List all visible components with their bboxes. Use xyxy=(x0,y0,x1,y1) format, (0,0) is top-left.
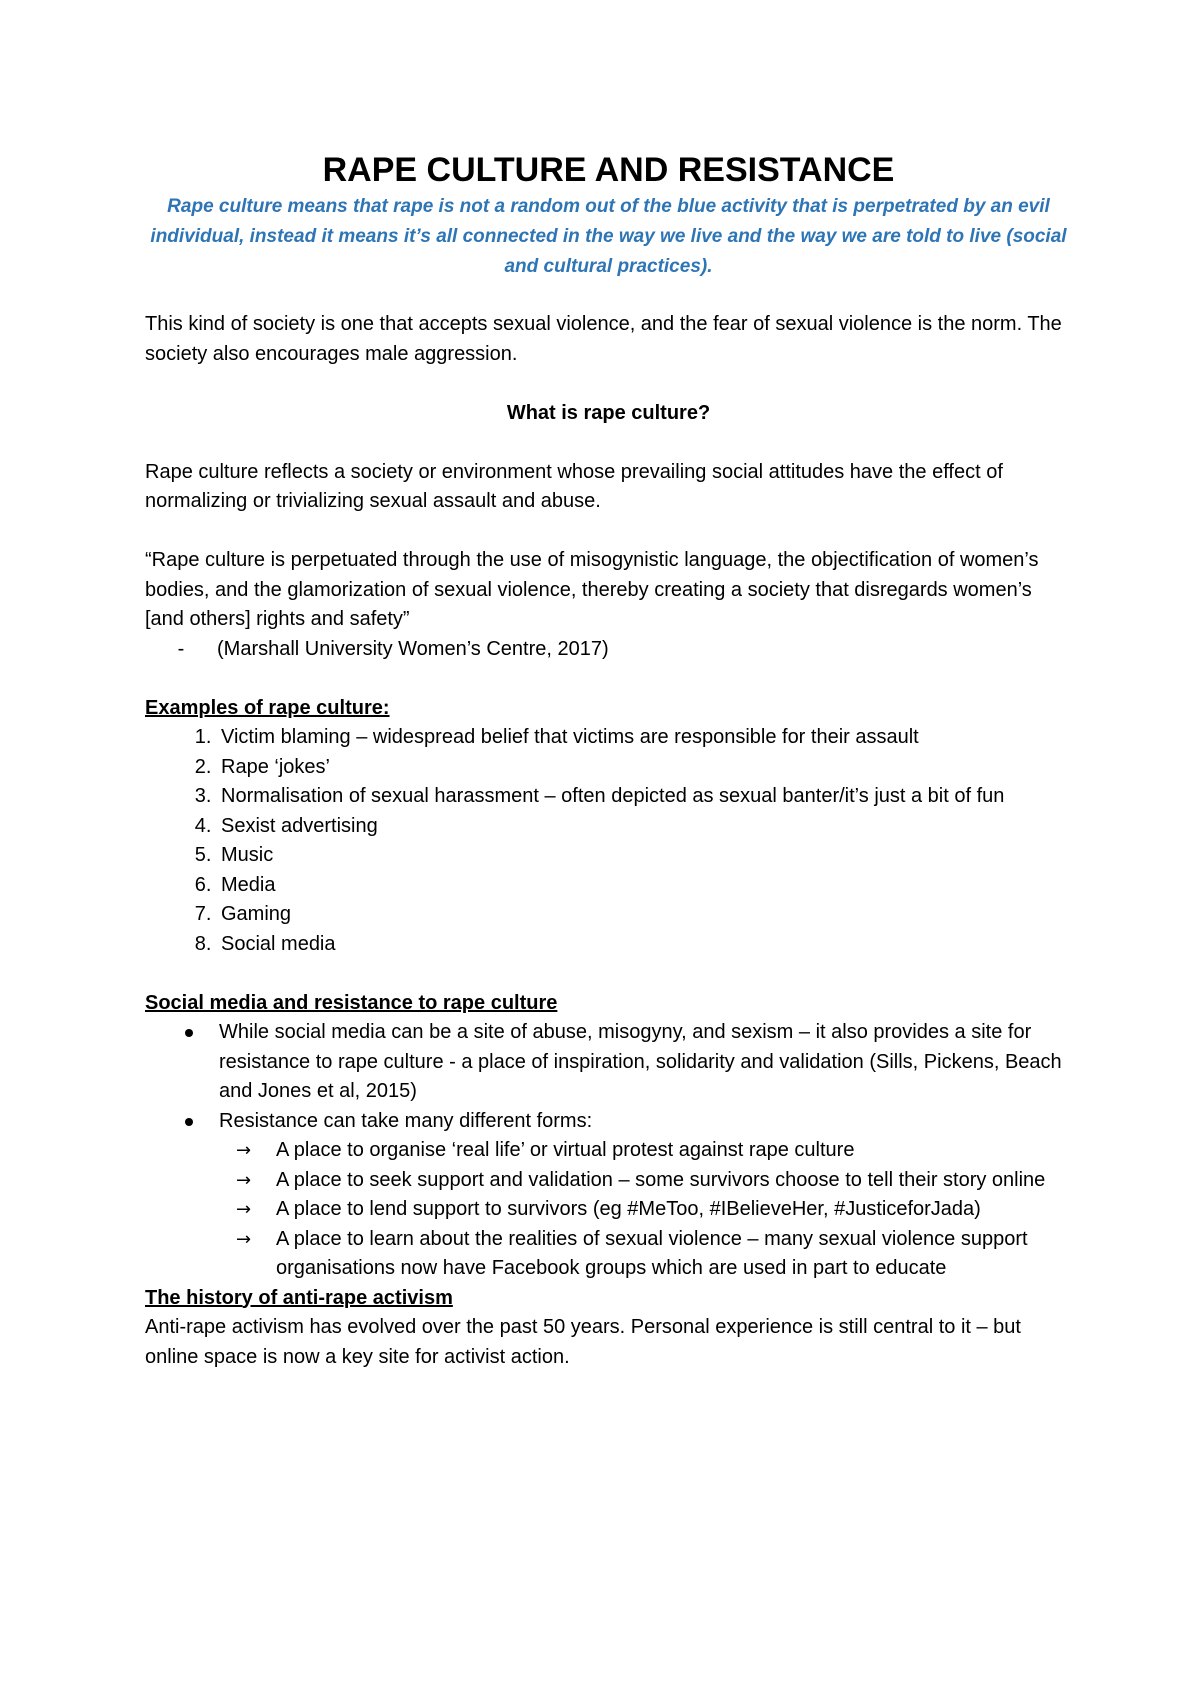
arrow-item xyxy=(219,1225,1072,1284)
list-item: 5. Music xyxy=(217,841,1072,871)
bullet-icon xyxy=(185,1029,193,1037)
arrow-item-text: A place to learn about the realities of sexual violence – many sexual violence support organisations now have Facebook groups which are used in part to educate xyxy=(276,1227,1028,1279)
bullet-item xyxy=(145,1107,1072,1284)
arrow-item xyxy=(219,1195,1072,1225)
resistance-forms-list xyxy=(219,1136,1072,1284)
social-media-heading: Social media and resistance to rape culture xyxy=(145,991,558,1014)
arrow-right-icon: → xyxy=(236,1140,252,1161)
quote-paragraph: “Rape culture is perpetuated through the use of misogynistic language, the objectification of women’s bodies, and the glamorization of sexual violence, thereby creating a society that disregards women’s [and others] rights and safety” xyxy=(145,549,1039,630)
examples-list xyxy=(145,723,1072,959)
arrow-item-text: A place to seek support and validation – some survivors choose to tell their story online xyxy=(276,1168,1046,1191)
social-media-bullets xyxy=(145,1018,1072,1284)
list-item: 7. Gaming xyxy=(217,900,1072,930)
arrow-item xyxy=(219,1136,1072,1166)
list-item: 6. Media xyxy=(217,871,1072,901)
arrow-right-icon: → xyxy=(236,1228,252,1250)
definition-paragraph: Rape culture reflects a society or environment whose prevailing social attitudes have the effect of normalizing or trivializing sexual assault and abuse. xyxy=(145,460,1003,512)
arrow-right-icon: → xyxy=(236,1199,252,1220)
citation-source: (Marshall University Women’s Centre, 2017) xyxy=(217,637,609,660)
page-title: RAPE CULTURE AND RESISTANCE xyxy=(322,151,895,189)
list-item: 8. Social media xyxy=(217,930,1072,960)
arrow-right-icon: → xyxy=(236,1169,252,1191)
bullet-item xyxy=(145,1018,1072,1107)
list-item: 3. Normalisation of sexual harassment – often depicted as sexual banter/it’s just a bit of fun xyxy=(217,782,1072,812)
bullet-icon xyxy=(185,1118,193,1126)
arrow-item xyxy=(219,1166,1072,1196)
arrow-item-text: A place to lend support to survivors (eg #MeToo, #IBelieveHer, #JusticeforJada) xyxy=(276,1198,981,1220)
citation-dash: - xyxy=(177,637,185,660)
history-paragraph: Anti-rape activism has evolved over the past 50 years. Personal experience is still central to it – but online space is now a key site for activist action. xyxy=(145,1316,1021,1368)
question-heading: What is rape culture? xyxy=(506,401,711,424)
intro-paragraph: This kind of society is one that accepts sexual violence, and the fear of sexual violence is the norm. The society also encourages male aggression. xyxy=(145,313,1062,365)
list-item: 1. Victim blaming – widespread belief that victims are responsible for their assault xyxy=(217,723,1072,753)
list-item: 4. Sexist advertising xyxy=(217,812,1072,842)
subtitle: Rape culture means that rape is not a random out of the blue activity that is perpetrated by an evil individual, instead it means it’s all connected in the way we live and the way we are told to live (social and cultural practices). xyxy=(150,196,1067,277)
examples-heading: Examples of rape culture: xyxy=(145,696,390,719)
bullet-text: While social media can be a site of abuse, misogyny, and sexism – it also provides a site for resistance to rape culture - a place of inspiration, solidarity and validation (Sills, Pickens, Beach and Jones et al, 2015) xyxy=(219,1021,1062,1102)
quote-citation xyxy=(145,635,1072,665)
arrow-item-text: A place to organise ‘real life’ or virtual protest against rape culture xyxy=(276,1139,855,1161)
history-heading: The history of anti-rape activism xyxy=(145,1286,453,1309)
bullet-text: Resistance can take many different forms: xyxy=(219,1109,593,1132)
list-item: 2. Rape ‘jokes’ xyxy=(217,753,1072,783)
